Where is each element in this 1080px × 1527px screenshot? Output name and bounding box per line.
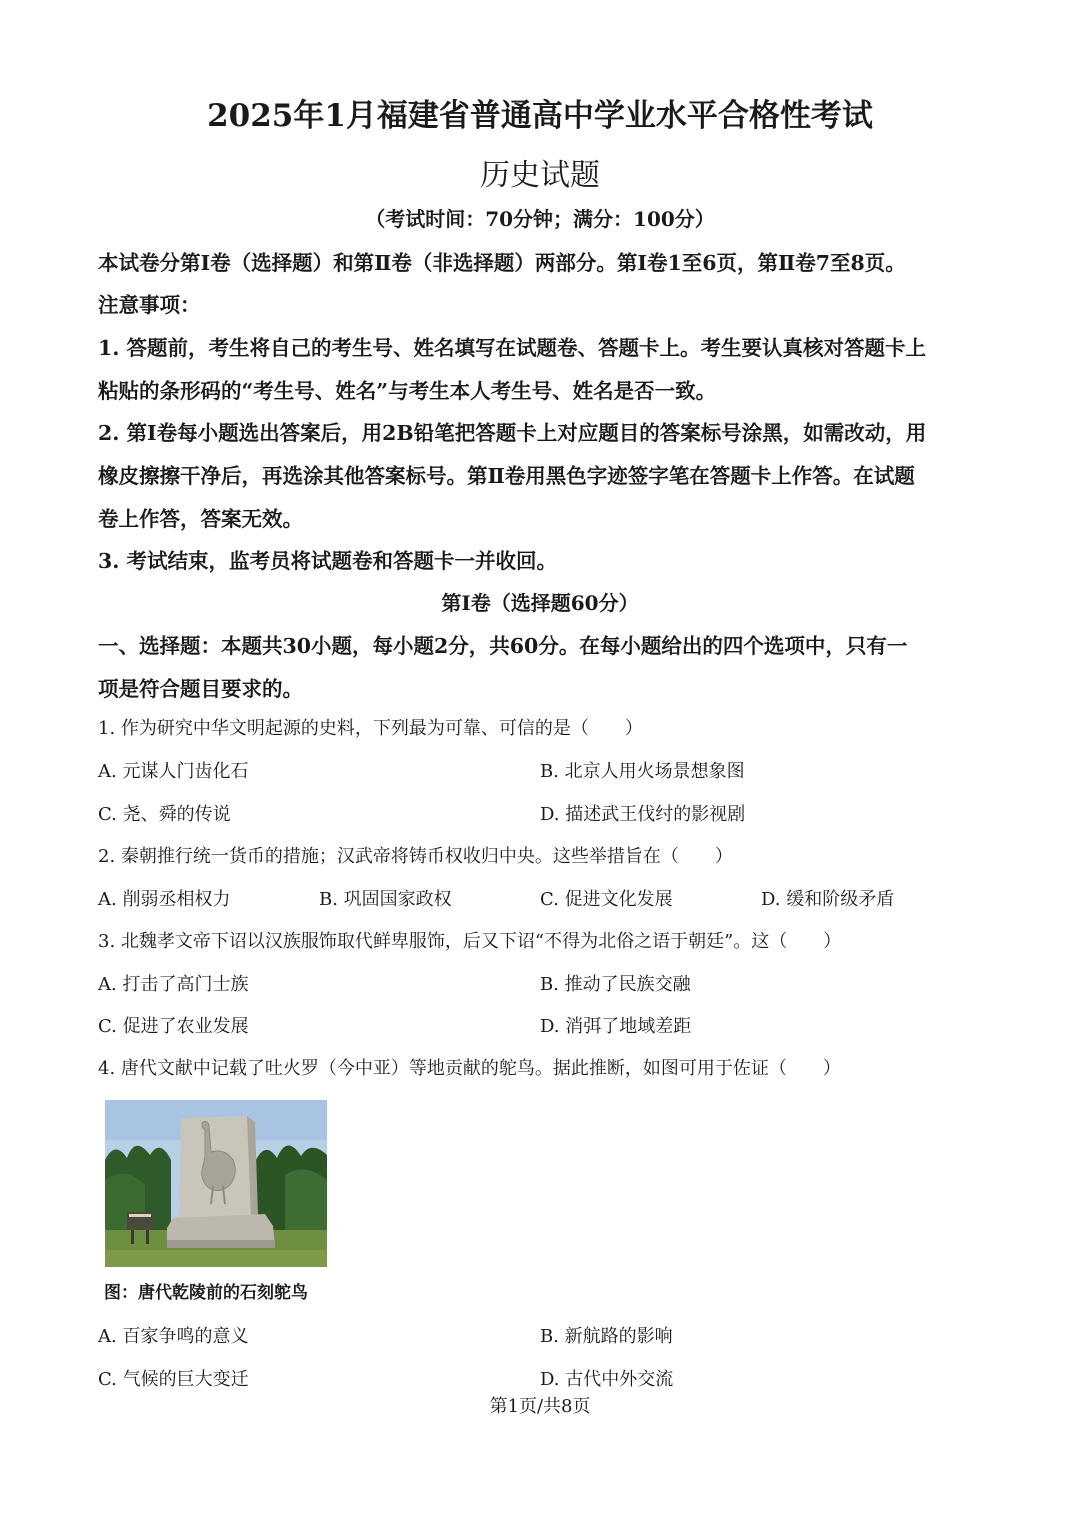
question-2-option-d: D. 缓和阶级矛盾 — [761, 889, 895, 910]
section-desc-line-1: 一、选择题：本题共30小题，每小题2分，共60分。在每小题给出的四个选项中，只有一 — [98, 634, 908, 658]
notice-2-line-1: 2. 第Ⅰ卷每小题选出答案后，用2B铅笔把答题卡上对应题目的答案标号涂黑，如需改动，用 — [98, 421, 927, 445]
ostrich-stone-carving-photo — [105, 1100, 327, 1267]
intro-text: 本试卷分第Ⅰ卷（选择题）和第Ⅱ卷（非选择题）两部分。第Ⅰ卷1至6页，第Ⅱ卷7至8页。 — [98, 251, 906, 275]
section-heading: 第Ⅰ卷（选择题60分） — [441, 591, 639, 615]
question-2-option-c: C. 促进文化发展 — [540, 889, 673, 910]
exam-title: 2025年1月福建省普通高中学业水平合格性考试 — [207, 98, 873, 134]
exam-info: （考试时间：70分钟；满分：100分） — [365, 207, 715, 231]
notice-1-line-2: 粘贴的条形码的“考生号、姓名”与考生本人考生号、姓名是否一致。 — [98, 379, 717, 403]
notice-1-line-1: 1. 答题前，考生将自己的考生号、姓名填写在试题卷、答题卡上。考生要认真核对答题卡上 — [98, 336, 927, 360]
question-1-option-b: B. 北京人用火场景想象图 — [540, 761, 745, 782]
question-4-option-b: B. 新航路的影响 — [540, 1326, 673, 1347]
question-2-option-b: B. 巩固国家政权 — [319, 889, 452, 910]
question-2-option-a: A. 削弱丞相权力 — [98, 889, 231, 910]
question-1-option-c: C. 尧、舜的传说 — [98, 804, 231, 825]
notice-2-line-2: 橡皮擦擦干净后，再选涂其他答案标号。第Ⅱ卷用黑色字迹签字笔在答题卡上作答。在试题 — [98, 464, 915, 488]
question-3-option-d: D. 消弭了地域差距 — [540, 1016, 692, 1037]
figure-caption: 图：唐代乾陵前的石刻鸵鸟 — [104, 1283, 308, 1303]
question-1-option-a: A. 元谋人门齿化石 — [98, 761, 249, 782]
question-3-option-c: C. 促进了农业发展 — [98, 1016, 249, 1037]
notice-3: 3. 考试结束，监考员将试题卷和答题卡一并收回。 — [98, 549, 558, 573]
question-3-option-b: B. 推动了民族交融 — [540, 974, 691, 995]
section-desc-line-2: 项是符合题目要求的。 — [98, 677, 303, 701]
page-number: 第1页/共8页 — [489, 1396, 591, 1417]
question-4-option-c: C. 气候的巨大变迁 — [98, 1369, 249, 1390]
question-1-stem: 1. 作为研究中华文明起源的史料，下列最为可靠、可信的是（ ） — [98, 718, 643, 739]
question-4-option-a: A. 百家争鸣的意义 — [98, 1326, 249, 1347]
question-2-stem: 2. 秦朝推行统一货币的措施；汉武帝将铸币权收归中央。这些举措旨在（ ） — [98, 846, 733, 867]
notice-2-line-3: 卷上作答，答案无效。 — [98, 507, 303, 531]
question-3-stem: 3. 北魏孝文帝下诏以汉族服饰取代鲜卑服饰，后又下诏“不得为北俗之语于朝廷”。这（ ） — [98, 931, 842, 952]
question-4-option-d: D. 古代中外交流 — [540, 1369, 674, 1390]
question-1-option-d: D. 描述武王伐纣的影视剧 — [540, 804, 746, 825]
question-4-stem: 4. 唐代文献中记载了吐火罗（今中亚）等地贡献的鸵鸟。据此推断，如图可用于佐证（ ） — [98, 1058, 841, 1079]
subject-title: 历史试题 — [480, 158, 600, 193]
notice-label: 注意事项： — [98, 293, 201, 317]
question-3-option-a: A. 打击了高门士族 — [98, 974, 249, 995]
